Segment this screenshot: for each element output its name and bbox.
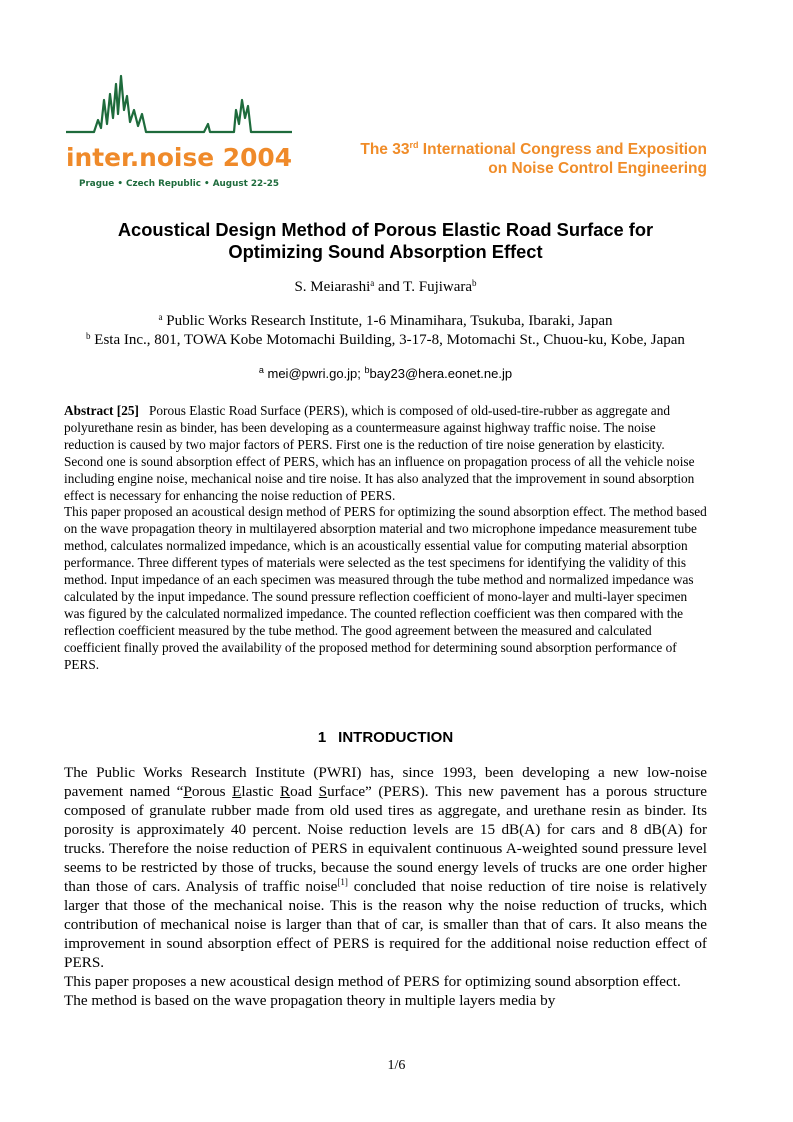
abstract-paragraph-2: This paper proposed an acoustical design method of PERS for optimizing the sound absorption effect. The method based on the wave propagation theory in multilayered absorption material and two microphone impedance measurement tube method, calculates normalized impedance, which is an acoustically essential value for computing material absorption performance. Three different types of materials were selected as the test specimens for identifying the validity of this method. Input impedance of an each specimen was measured through the tube method and normalized impedance was calculated by the input impedance. The sound pressure reflection coefficient of mono-layer and multi-layer specimen was figured by the calculated normalized impedance. The counted reflection coefficient was then compared with the reflection coefficient measured by the tube method. The good agreement between the measured and calculated coefficient finally proved the availability of the proposed method for determining sound absorption performance of PERS. xyxy=(64,504,707,672)
author-emails: $^a$ mei@pwri.go.jp; $^b$bay23@hera.eonet.ne.jp xyxy=(258,365,513,381)
citation-ref: [1] xyxy=(337,877,348,887)
affiliation-b: $^b$ Esta Inc., 801, TOWA Kobe Motomachi Building, 3-17-8, Motomachi St., Chuou-ku, Kobe, Japan xyxy=(86,330,685,348)
page-number: 1/6 xyxy=(387,1058,406,1073)
author-2: T. Fujiwara xyxy=(403,279,473,295)
congress-heading xyxy=(360,140,707,178)
author-list: S. Meiarashi$^a$ and T. Fujiwara$^b$ xyxy=(294,278,477,295)
intro-paragraph-2: This paper proposes a new acoustical design method of PERS for optimizing sound absorption effect. The method is based on the wave propagation theory in multiple layers media by xyxy=(64,973,681,1009)
section-heading xyxy=(64,729,707,746)
prague-skyline-logo xyxy=(64,70,294,192)
introduction-body xyxy=(64,763,707,1010)
title-line-2: Optimizing Sound Absorption Effect xyxy=(228,241,543,262)
abstract-label: Abstract [25] xyxy=(64,403,139,418)
email-b: bay23@hera.eonet.ne.jp xyxy=(369,366,513,381)
congress-line-2: on Noise Control Engineering xyxy=(488,160,707,177)
section-number: 1 xyxy=(317,729,327,746)
author-1: S. Meiarashi xyxy=(294,279,371,295)
intro-paragraph-1: The Public Works Research Institute (PWRI) has, since 1993, been developing a new low-noise pavement named “Porous Elastic Road Surface” (PERS). This new pavement has a porous structure composed of granulate rubber made from old used tires as aggregate, and urethane resin as binder. Its porosity is approximately 40 percent. Noise reduction levels are 15 dB(A) for cars and 8 dB(A) for trucks. Therefore the noise reduction of PERS in equivalent continuous A-weighted sound pressure level seems to be restricted by those of trucks, because the sound energy levels of trucks are one order higher than those of cars. Analysis of traffic noise[1] concluded that noise reduction of tire noise is relatively larger that those of the mechanical noise. This is the reason why the noise reduction of trucks, which contribution of mechanical noise is larger than that of car, is smaller than that of cars. It also means the improvement in sound absorption effect of PERS is required for the additional noise reduction effect of PERS. xyxy=(64,764,707,971)
skyline-line xyxy=(66,76,292,132)
logo-wordmark: inter.noise 2004 xyxy=(66,143,292,172)
title-line-1: Acoustical Design Method of Porous Elastic Road Surface for xyxy=(117,219,654,240)
conference-logo xyxy=(64,70,294,192)
email-a: mei@pwri.go.jp; xyxy=(263,366,365,381)
paper-title xyxy=(64,219,707,263)
abstract xyxy=(64,403,707,674)
abstract-paragraph-1: Abstract [25] Porous Elastic Road Surface (PERS), which is composed of old-used-tire-rubber as aggregate and polyurethane resin as binder, has been developing as a countermeasure against highway traffic noise. The noise reduction is caused by two major factors of PERS. First one is the reduction of tire noise generation by elasticity. Second one is sound absorption effect of PERS, which has an influence on propagation process of all the vehicle noise including engine noise, mechanical noise and tire noise. It has also analyzed that the improvement in sound absorption effect is necessary for enhancing the noise reduction of PERS. xyxy=(64,403,695,503)
affiliations xyxy=(60,312,711,349)
section-title: INTRODUCTION xyxy=(338,729,454,746)
affiliation-a: $^a$ Public Works Research Institute, 1-6 Minamihara, Tsukuba, Ibaraki, Japan xyxy=(158,312,613,329)
congress-line-1: The 33rd International Congress and Exposition xyxy=(360,140,707,158)
logo-caption: Prague • Czech Republic • August 22-25 xyxy=(79,179,279,189)
